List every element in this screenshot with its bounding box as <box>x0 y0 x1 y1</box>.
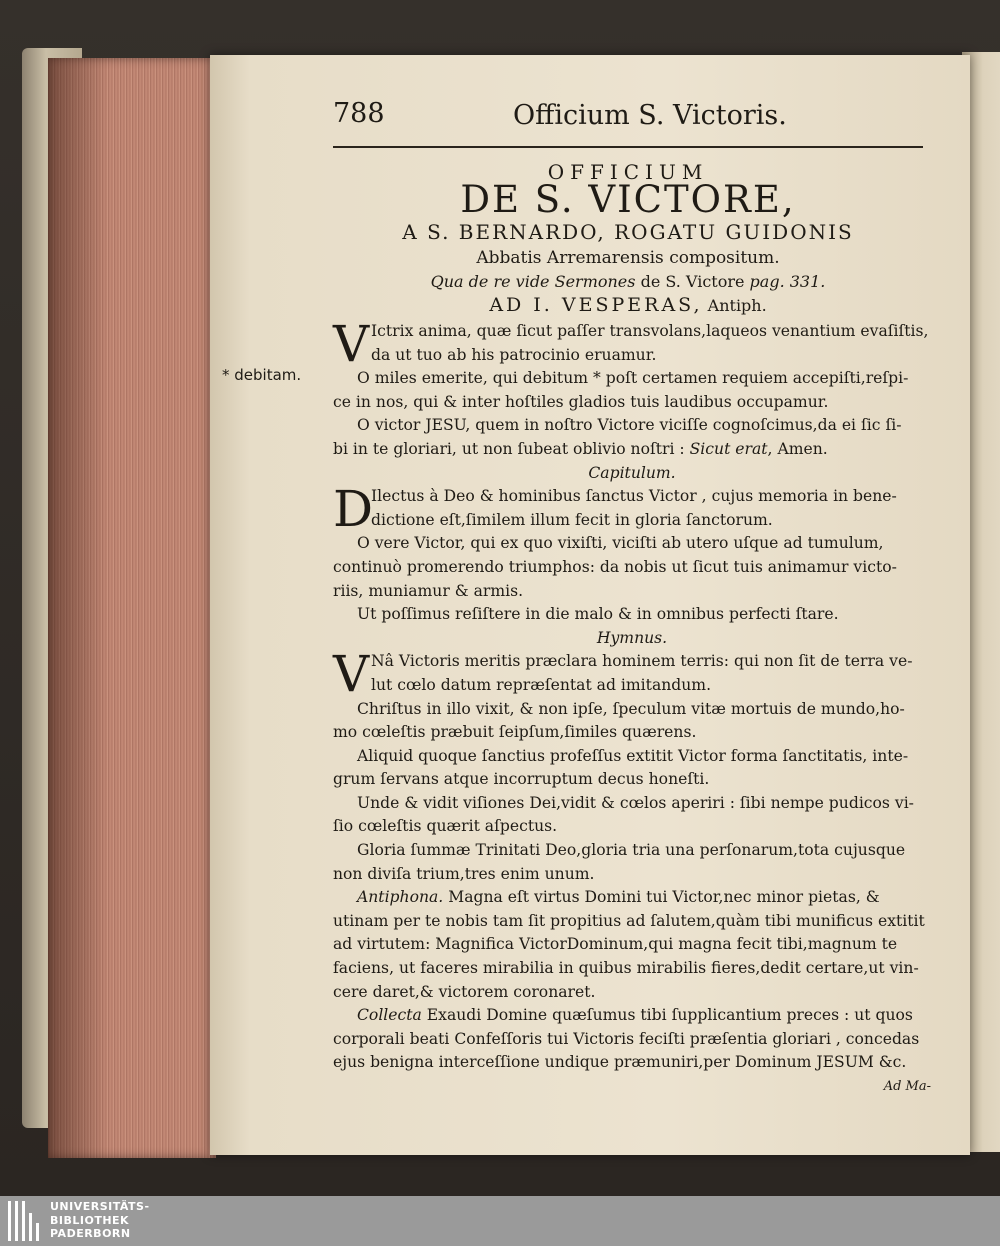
text-line <box>333 1004 931 1028</box>
text-line: Unde & vidit viſiones Dei,vidit & cœlos aperiri : ſibi nempe pudicos vi- <box>357 793 914 812</box>
edge-shadow <box>48 58 108 1158</box>
collecta-label: Collecta <box>357 1006 422 1025</box>
antiphon-1 <box>333 315 931 373</box>
antiph-label: Antiph. <box>702 296 767 315</box>
text-run-italic: Sicut erat <box>689 439 768 458</box>
margin-note: * debitam. <box>222 366 302 384</box>
reference-italic: Qua de re vide Sermones <box>430 272 636 291</box>
drop-cap: D <box>333 480 374 539</box>
header-rule <box>333 146 923 148</box>
library-name-line: UNIVERSITÄTS- <box>50 1200 150 1213</box>
text-line: faciens, ut faceres mirabilia in quibus mirabilis fieres,dedit certare,ut vin- <box>333 959 919 978</box>
text-run: Magna eſt virtus Domini tui Victor,nec minor pietas, & <box>443 888 880 907</box>
library-logo-icon <box>8 1201 42 1241</box>
title-vesperas <box>333 294 923 316</box>
title-abbatis: Abbatis Arremarensis compositum. <box>476 248 780 268</box>
text-line: cere daret,& victorem coronaret. <box>333 982 596 1001</box>
text-line: O vere Victor, qui ex quo vixiſti, viciſti ab utero uſque ad tumulum, <box>357 534 884 553</box>
title-officium: OFFICIUM <box>547 160 709 184</box>
text-line: grum ſervans atque incorruptum decus honeſti. <box>333 770 710 789</box>
text-line: riis, muniamur & armis. <box>333 581 524 600</box>
text-line: Nâ Victoris meritis præclara hominem terris: qui non ſit de terra ve- <box>371 652 913 671</box>
text-line: continuò promerendo triumphos: da nobis ut ſicut tuis animamur victo- <box>333 557 897 576</box>
hymn-stanza-1 <box>333 645 931 704</box>
text-line: Chriſtus in illo vixit, & non ipſe, ſpeculum vitæ mortuis de mundo,ho- <box>357 699 905 718</box>
text-line: Aliquid quoque ſanctius profeſſus extitit Victor forma ſanctitatis, inte- <box>357 746 909 765</box>
capitulum <box>333 480 931 539</box>
versus-2: Ut poſſimus reſiſtere in die malo & in omnibus perfecti ſtare. <box>357 605 839 624</box>
hymn-stanza-2 <box>333 698 931 745</box>
collecta <box>333 1004 931 1075</box>
antiphona <box>333 886 931 1004</box>
text-line: ad virtutem: Magnifica VictorDominum,qui magna fecit tibi,magnum te <box>333 935 898 954</box>
page-header <box>333 96 923 138</box>
vesperas-label: AD I. VESPERAS, <box>489 294 703 316</box>
text-line: lut cœlo datum repræſentat ad imitandum. <box>371 675 712 694</box>
text-line: da ut tuo ab his patrocinio eruamur. <box>371 345 657 364</box>
running-title: Officium S. Victoris. <box>513 100 787 131</box>
library-name-line: BIBLIOTHEK <box>50 1213 130 1227</box>
antiphon-3 <box>333 414 931 461</box>
text-line: utinam per te nobis tam ſit propitius ad ſalutem,quàm tibi munificus extitit <box>333 911 925 930</box>
text-line: ce in nos, qui & inter hoſtiles gladios tuis laudibus occupamur. <box>333 392 829 411</box>
antiphona-label: Antiphona. <box>357 888 444 907</box>
text-line: Ictrix anima, quæ ſicut paſſer transvolans,laqueos venantium evaſiſtis, <box>371 322 929 340</box>
hymn-stanza-5 <box>333 839 931 886</box>
text-line: corporali beati Confeſſoris tui Victoris feciſti præſentia gloriari , concedas <box>333 1029 920 1048</box>
drop-cap: V <box>333 645 370 704</box>
hymn-stanza-4 <box>333 792 931 839</box>
text-line <box>333 438 931 462</box>
text-line: non diviſa trium,tres enim unum. <box>333 864 595 883</box>
versus-1 <box>333 532 931 603</box>
hymnus-label: Hymnus. <box>596 628 668 647</box>
text-line: dictione eſt,ſimilem illum fecit in gloria ſanctorum. <box>371 510 773 529</box>
page-number: 788 <box>333 98 385 129</box>
title-de-s-victore: DE S. VICTORE, <box>460 178 796 221</box>
reference-page: pag. 331. <box>749 272 826 291</box>
library-name-line: PADERBORN <box>50 1227 131 1240</box>
text-run: , Amen. <box>767 439 828 458</box>
text-run: Exaudi Domine quæſumus tibi ſupplicantium preces : ut quos <box>421 1006 913 1025</box>
library-footer <box>0 1196 1000 1246</box>
catchword: Ad Ma- <box>883 1079 931 1094</box>
antiphon-2 <box>333 367 931 414</box>
text-line: Ilectus à Deo & hominibus ſanctus Victor , cujus memoria in bene- <box>371 487 897 506</box>
text-line: O miles emerite, qui debitum * poſt certamen requiem accepiſti,reſpi- <box>357 369 909 388</box>
text-line: ſio cœleſtis quærit aſpectus. <box>333 817 558 836</box>
reference-text: de S. Victore <box>635 272 750 291</box>
text-run: bi in te gloriari, ut non ſubeat oblivio noſtri : <box>333 439 690 458</box>
page-body <box>333 315 931 1099</box>
capitulum-label: Capitulum. <box>588 463 676 482</box>
title-bernardo: A S. BERNARDO, ROGATU GUIDONIS <box>402 220 854 244</box>
text-line <box>333 886 931 910</box>
title-reference <box>333 272 923 291</box>
text-line: Gloria ſummæ Trinitati Deo,gloria tria una perſonarum,tota cujusque <box>357 841 906 860</box>
text-line: ejus benigna interceſſione undique præmuniri,per Dominum JESUM &c. <box>333 1053 907 1072</box>
text-line: O victor JESU, quem in noſtro Victore viciſſe cognoſcimus,da ei ſic ſi- <box>357 416 902 435</box>
hymn-stanza-3 <box>333 745 931 792</box>
drop-cap: V <box>333 315 370 373</box>
text-line: mo cœleſtis præbuit ſeipſum,ſimiles quærens. <box>333 723 697 742</box>
library-name <box>50 1200 150 1241</box>
